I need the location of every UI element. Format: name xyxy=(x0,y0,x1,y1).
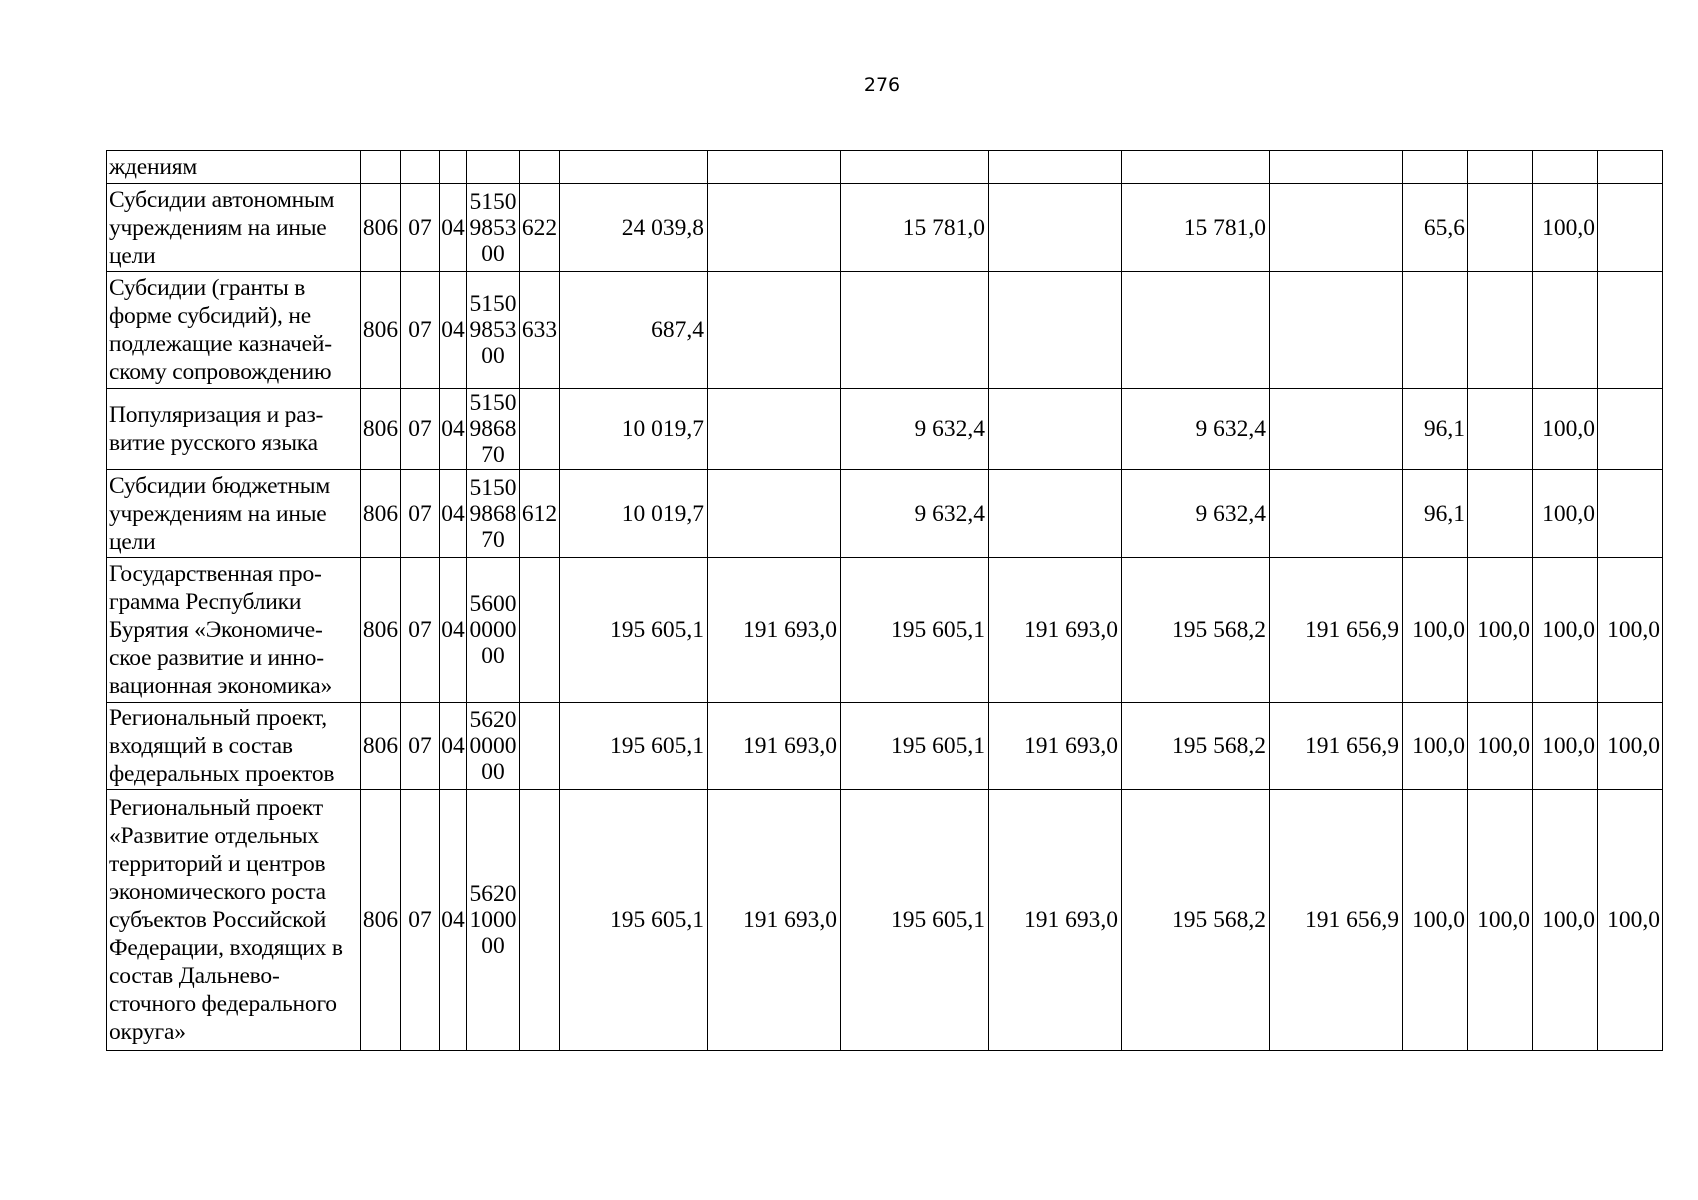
target-article-part: 5150 xyxy=(469,474,517,501)
amount-2: 191 693,0 xyxy=(708,558,841,703)
amount-6 xyxy=(1270,184,1403,272)
amount-1: 195 605,1 xyxy=(560,558,708,703)
amount-1: 10 019,7 xyxy=(560,389,708,470)
target-article-part: 5620 xyxy=(469,881,517,907)
percent-2 xyxy=(1468,184,1533,272)
section-code: 07 xyxy=(401,790,440,1051)
target-article-code xyxy=(467,470,520,558)
percent-3: 100,0 xyxy=(1533,470,1598,558)
expense-type-code xyxy=(520,151,560,184)
expense-type-code xyxy=(520,703,560,790)
amount-3: 195 605,1 xyxy=(841,558,989,703)
percent-4 xyxy=(1598,389,1663,470)
page-number: 276 xyxy=(863,74,901,96)
target-article-code xyxy=(467,558,520,703)
percent-4 xyxy=(1598,184,1663,272)
amount-3 xyxy=(841,272,989,389)
target-article-part: 00 xyxy=(481,240,505,267)
amount-4 xyxy=(989,470,1122,558)
target-article-part: 1000 xyxy=(469,907,517,933)
amount-2 xyxy=(708,470,841,558)
target-article-part: 00 xyxy=(481,933,505,959)
amount-1: 24 039,8 xyxy=(560,184,708,272)
grbs-code: 806 xyxy=(361,389,401,470)
expense-type-code xyxy=(520,389,560,470)
amount-4 xyxy=(989,184,1122,272)
target-article-part: 9853 xyxy=(469,317,517,343)
amount-2 xyxy=(708,272,841,389)
amount-4 xyxy=(989,151,1122,184)
budget-table xyxy=(106,150,1663,1051)
target-article-code xyxy=(467,703,520,790)
amount-5 xyxy=(1122,151,1270,184)
amount-5: 9 632,4 xyxy=(1122,470,1270,558)
percent-3 xyxy=(1533,272,1598,389)
grbs-code: 806 xyxy=(361,558,401,703)
row-name: Субсидии (гранты в форме субсидий), не подлежащие казначей-скому сопровождению xyxy=(107,272,361,389)
amount-4 xyxy=(989,272,1122,389)
target-article-code xyxy=(467,272,520,389)
percent-3: 100,0 xyxy=(1533,389,1598,470)
percent-4: 100,0 xyxy=(1598,703,1663,790)
row-name: Государственная про-грамма Республики Бурятия «Экономиче-ское развитие и инно-вационная экономика» xyxy=(107,558,361,703)
section-code: 07 xyxy=(401,184,440,272)
section-code: 07 xyxy=(401,272,440,389)
amount-4: 191 693,0 xyxy=(989,790,1122,1051)
amount-3: 9 632,4 xyxy=(841,470,989,558)
row-name: Субсидии бюджетным учреждениям на иные цели xyxy=(107,470,361,558)
target-article-part: 00 xyxy=(481,643,505,669)
amount-6: 191 656,9 xyxy=(1270,703,1403,790)
target-article-part: 9868 xyxy=(469,500,517,527)
percent-1: 96,1 xyxy=(1403,389,1468,470)
amount-5 xyxy=(1122,272,1270,389)
target-article-part: 5150 xyxy=(469,291,517,317)
target-article-part: 5150 xyxy=(469,390,517,416)
percent-2 xyxy=(1468,151,1533,184)
amount-6 xyxy=(1270,151,1403,184)
percent-4: 100,0 xyxy=(1598,558,1663,703)
table-row xyxy=(107,558,1663,703)
grbs-code: 806 xyxy=(361,790,401,1051)
percent-3 xyxy=(1533,151,1598,184)
section-code xyxy=(401,151,440,184)
percent-3: 100,0 xyxy=(1533,703,1598,790)
amount-5: 9 632,4 xyxy=(1122,389,1270,470)
target-article-part: 70 xyxy=(481,526,505,553)
row-name: Региональный проект, входящий в состав федеральных проектов xyxy=(107,703,361,790)
target-article-part: 00 xyxy=(481,343,505,369)
table-row xyxy=(107,184,1663,272)
expense-type-code xyxy=(520,790,560,1051)
table-row xyxy=(107,790,1663,1051)
row-name: Популяризация и раз-витие русского языка xyxy=(107,389,361,470)
amount-2: 191 693,0 xyxy=(708,703,841,790)
subsection-code: 04 xyxy=(440,184,467,272)
section-code: 07 xyxy=(401,389,440,470)
section-code: 07 xyxy=(401,470,440,558)
percent-3: 100,0 xyxy=(1533,558,1598,703)
amount-6 xyxy=(1270,272,1403,389)
percent-2: 100,0 xyxy=(1468,558,1533,703)
table-row xyxy=(107,272,1663,389)
amount-4: 191 693,0 xyxy=(989,558,1122,703)
target-article-part: 00 xyxy=(481,759,505,785)
percent-4 xyxy=(1598,272,1663,389)
amount-5: 195 568,2 xyxy=(1122,703,1270,790)
percent-2 xyxy=(1468,389,1533,470)
table-row xyxy=(107,151,1663,184)
expense-type-code: 633 xyxy=(520,272,560,389)
percent-1 xyxy=(1403,151,1468,184)
amount-1: 687,4 xyxy=(560,272,708,389)
target-article-code xyxy=(467,790,520,1051)
percent-2: 100,0 xyxy=(1468,790,1533,1051)
subsection-code: 04 xyxy=(440,790,467,1051)
subsection-code: 04 xyxy=(440,558,467,703)
amount-3: 195 605,1 xyxy=(841,790,989,1051)
amount-2 xyxy=(708,184,841,272)
amount-1: 10 019,7 xyxy=(560,470,708,558)
amount-5: 15 781,0 xyxy=(1122,184,1270,272)
percent-1: 100,0 xyxy=(1403,703,1468,790)
amount-1: 195 605,1 xyxy=(560,703,708,790)
amount-1 xyxy=(560,151,708,184)
section-code: 07 xyxy=(401,703,440,790)
target-article-part: 0000 xyxy=(469,733,517,759)
percent-2 xyxy=(1468,470,1533,558)
subsection-code: 04 xyxy=(440,389,467,470)
target-article-part: 5150 xyxy=(469,188,517,215)
subsection-code: 04 xyxy=(440,470,467,558)
subsection-code: 04 xyxy=(440,703,467,790)
row-name: Субсидии автономным учреждениям на иные цели xyxy=(107,184,361,272)
percent-3: 100,0 xyxy=(1533,184,1598,272)
section-code: 07 xyxy=(401,558,440,703)
grbs-code: 806 xyxy=(361,184,401,272)
percent-3: 100,0 xyxy=(1533,790,1598,1051)
amount-1: 195 605,1 xyxy=(560,790,708,1051)
table-row xyxy=(107,389,1663,470)
target-article-code xyxy=(467,151,520,184)
grbs-code: 806 xyxy=(361,272,401,389)
grbs-code xyxy=(361,151,401,184)
target-article-part: 9853 xyxy=(469,214,517,241)
subsection-code: 04 xyxy=(440,272,467,389)
amount-5: 195 568,2 xyxy=(1122,558,1270,703)
target-article-part: 5620 xyxy=(469,707,517,733)
percent-4 xyxy=(1598,470,1663,558)
amount-2 xyxy=(708,151,841,184)
row-name: ждениям xyxy=(107,151,361,184)
grbs-code: 806 xyxy=(361,703,401,790)
amount-4 xyxy=(989,389,1122,470)
amount-5: 195 568,2 xyxy=(1122,790,1270,1051)
amount-2 xyxy=(708,389,841,470)
amount-6: 191 656,9 xyxy=(1270,790,1403,1051)
percent-1: 65,6 xyxy=(1403,184,1468,272)
amount-3 xyxy=(841,151,989,184)
expense-type-code: 612 xyxy=(520,470,560,558)
amount-6: 191 656,9 xyxy=(1270,558,1403,703)
target-article-part: 9868 xyxy=(469,416,517,442)
percent-1 xyxy=(1403,272,1468,389)
amount-2: 191 693,0 xyxy=(708,790,841,1051)
subsection-code xyxy=(440,151,467,184)
percent-1: 96,1 xyxy=(1403,470,1468,558)
percent-1: 100,0 xyxy=(1403,558,1468,703)
percent-2: 100,0 xyxy=(1468,703,1533,790)
percent-1: 100,0 xyxy=(1403,790,1468,1051)
table-row xyxy=(107,470,1663,558)
target-article-part: 70 xyxy=(481,442,505,468)
amount-6 xyxy=(1270,470,1403,558)
amount-4: 191 693,0 xyxy=(989,703,1122,790)
target-article-part: 0000 xyxy=(469,617,517,643)
target-article-code xyxy=(467,184,520,272)
table-row xyxy=(107,703,1663,790)
amount-3: 195 605,1 xyxy=(841,703,989,790)
table-body xyxy=(107,151,1663,1051)
target-article-part: 5600 xyxy=(469,591,517,617)
amount-6 xyxy=(1270,389,1403,470)
target-article-code xyxy=(467,389,520,470)
row-name: Региональный проект «Развитие отдельных территорий и центров экономического роста субъектов Российской Федерации, входящих в состав Дальнево-сточного федерального округа» xyxy=(107,790,361,1051)
percent-4 xyxy=(1598,151,1663,184)
expense-type-code xyxy=(520,558,560,703)
percent-2 xyxy=(1468,272,1533,389)
amount-3: 15 781,0 xyxy=(841,184,989,272)
expense-type-code: 622 xyxy=(520,184,560,272)
percent-4: 100,0 xyxy=(1598,790,1663,1051)
grbs-code: 806 xyxy=(361,470,401,558)
amount-3: 9 632,4 xyxy=(841,389,989,470)
